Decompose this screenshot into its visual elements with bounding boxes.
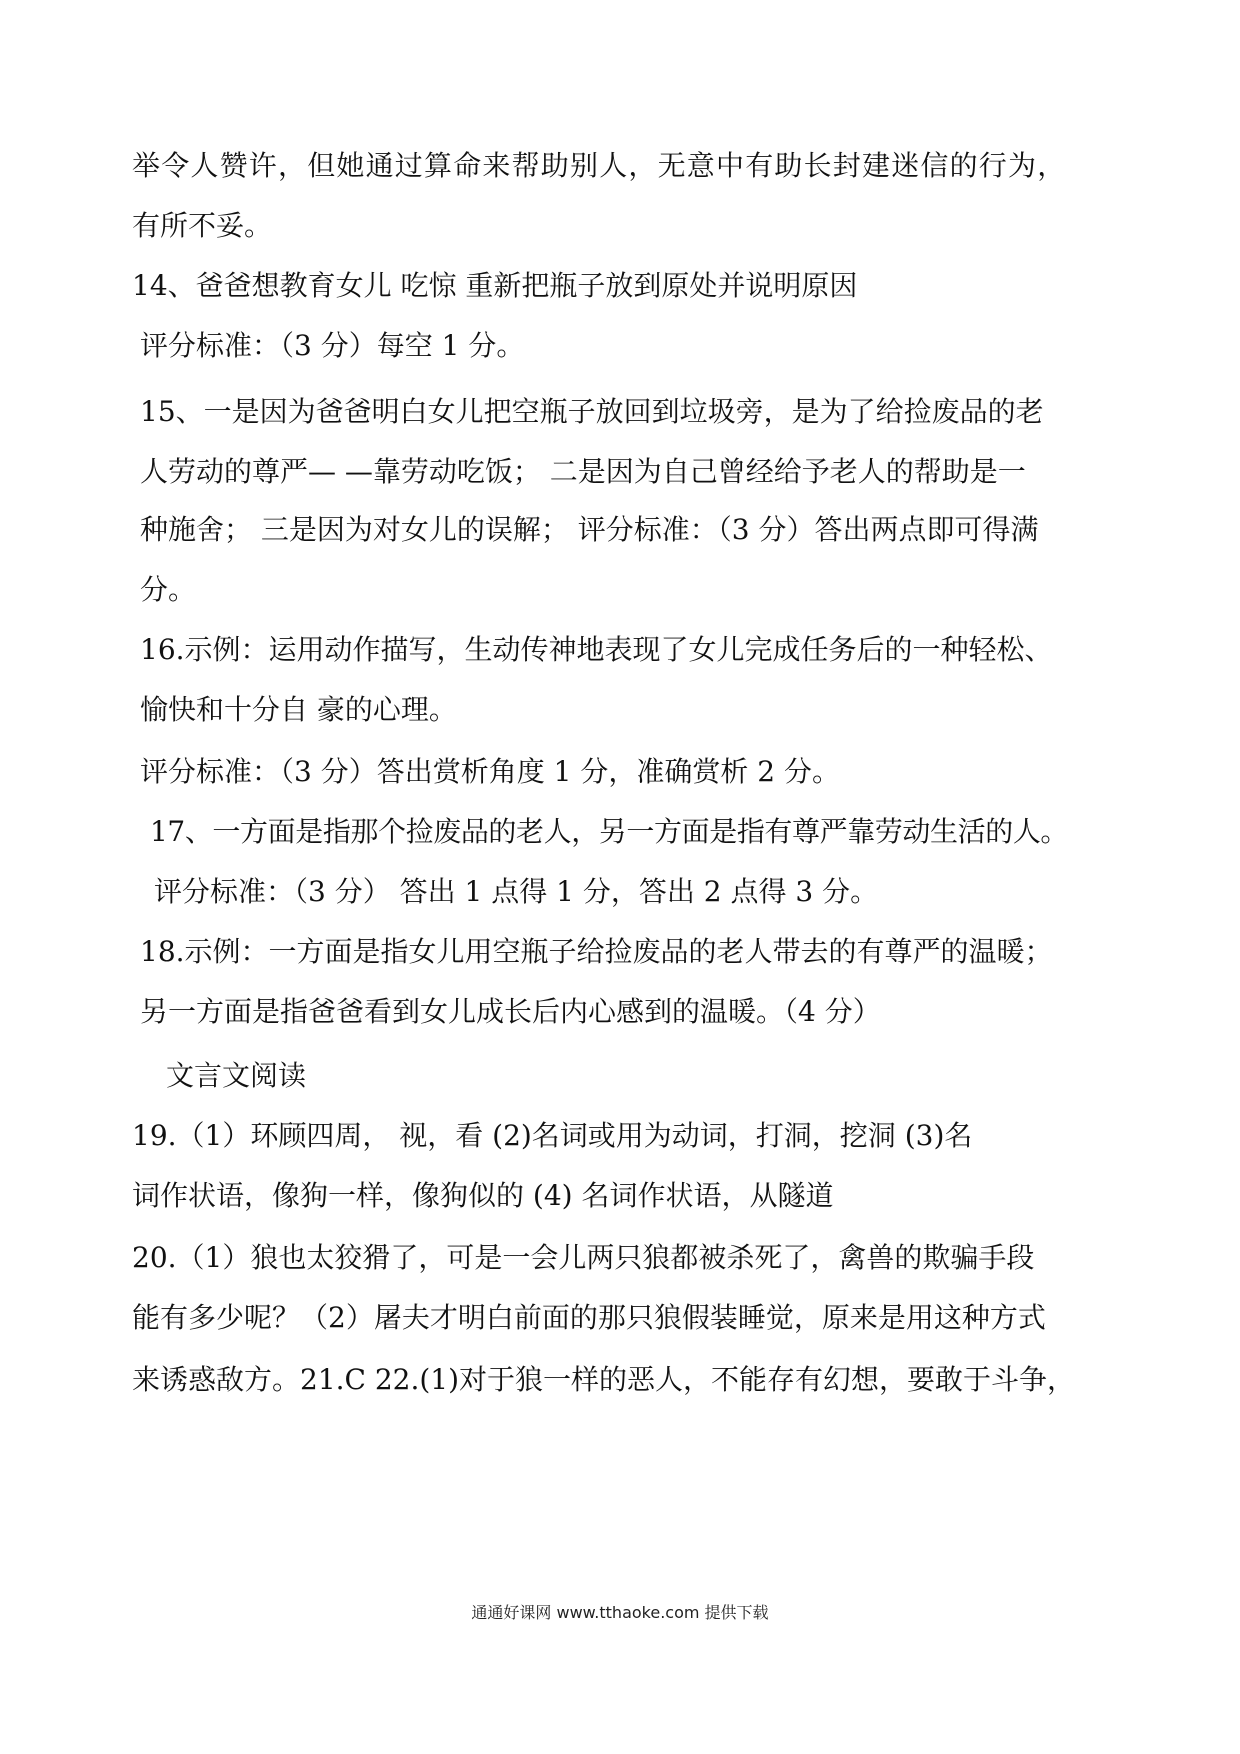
text-line-9: 16.示例：运用动作描写，生动传神地表现了女儿完成任务后的一种轻松、 bbox=[140, 633, 1053, 666]
text-line-4: 评分标准：（3 分）每空 1 分。 bbox=[140, 329, 525, 362]
text-line-10: 愉快和十分自 豪的心理。 bbox=[140, 693, 457, 726]
text-line-18: 词作状语，像狗一样，像狗似的 (4) 名词作状语，从隧道 bbox=[132, 1179, 834, 1212]
text-line-21: 来诱惑敌方。21.C 22.(1)对于狼一样的恶人，不能存有幻想，要敢于斗争， bbox=[132, 1363, 1076, 1396]
text-line-8: 分。 bbox=[140, 573, 197, 606]
text-line-2: 有所不妥。 bbox=[132, 209, 273, 242]
footer-credit: 通通好课网 www.tthaoke.com 提供下载 bbox=[471, 1603, 769, 1622]
section-heading: 文言文阅读 bbox=[166, 1059, 307, 1092]
text-line-1: 举令人赞许，但她通过算命来帮助别人，无意中有助长封建迷信的行为， bbox=[132, 149, 1067, 182]
text-line-15: 另一方面是指爸爸看到女儿成长后内心感到的温暖。（4 分） bbox=[140, 995, 881, 1028]
text-line-7: 种施舍； 三是因为对女儿的误解； 评分标准：（3 分）答出两点即可得满 bbox=[140, 513, 1039, 546]
text-line-5: 15、一是因为爸爸明白女儿把空瓶子放回到垃圾旁，是为了给捡废品的老 bbox=[140, 395, 1044, 428]
text-line-20: 能有多少呢？（2）屠夫才明白前面的那只狼假装睡觉，原来是用这种方式 bbox=[132, 1301, 1046, 1334]
text-line-6: 人劳动的尊严— —靠劳动吃饭； 二是因为自己曾经给予老人的帮助是一 bbox=[140, 455, 1026, 488]
text-line-13: 评分标准：（3 分） 答出 1 点得 1 分，答出 2 点得 3 分。 bbox=[154, 875, 879, 908]
text-line-12: 17、一方面是指那个捡废品的老人，另一方面是指有尊严靠劳动生活的人。 bbox=[150, 815, 1069, 848]
text-line-14: 18.示例：一方面是指女儿用空瓶子给捡废品的老人带去的有尊严的温暖； bbox=[140, 935, 1053, 968]
text-line-3: 14、爸爸想教育女儿 吃惊 重新把瓶子放到原处并说明原因 bbox=[132, 269, 858, 302]
text-line-19: 20.（1）狼也太狡猾了，可是一会儿两只狼都被杀死了，禽兽的欺骗手段 bbox=[132, 1241, 1035, 1274]
text-line-11: 评分标准：（3 分）答出赏析角度 1 分，准确赏析 2 分。 bbox=[140, 755, 840, 788]
text-line-17: 19.（1）环顾四周， 视，看 (2)名词或用为动词，打洞，挖洞 (3)名 bbox=[132, 1119, 973, 1152]
